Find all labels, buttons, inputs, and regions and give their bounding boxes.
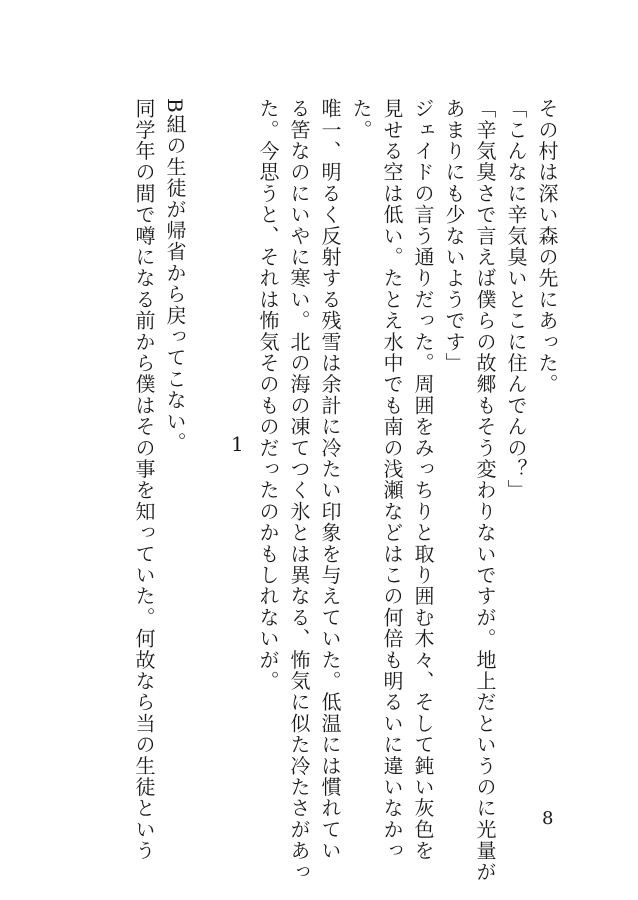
- text-line-10: た。今思うと、それは怖気そのものだったのかもしれないが。: [256, 98, 280, 692]
- text-line-11: B組の生徒が帰省から戻ってこない。: [163, 98, 187, 454]
- text-line-5: ジェイドの言う通りだった。周囲をみっちりと取り囲む木々、そして鈍い灰色を: [411, 98, 435, 862]
- text-line-3: 「辛気臭さで言えば僕らの故郷もそう変わりないですが。地上だというのに光量が: [473, 98, 497, 883]
- text-line-4: あまりにも少ないようです」: [442, 98, 466, 374]
- text-line-6: 見せる空は低い。たとえ水中でも南の浅瀬などはこの何倍も明るいに違いなかっ: [380, 98, 404, 862]
- text-line-2: 「こんなに辛気臭いとこに住んでんの？」: [504, 98, 528, 501]
- text-line-1: その村は深い森の先にあった。: [535, 98, 559, 395]
- text-line-7: た。: [349, 98, 373, 141]
- section-gap: [190, 98, 221, 818]
- vertical-text-block: [128, 98, 562, 883]
- text-line-8: 唯一、明るく反射する残雪は余計に冷たい印象を与えていた。低温には慣れてい: [318, 98, 342, 862]
- page-number: 8: [542, 808, 554, 829]
- section-number: 1: [231, 432, 244, 456]
- section-gap: [221, 98, 252, 818]
- text-line-12: 同学年の間で噂になる前から僕はその事を知っていた。何故なら当の生徒という: [132, 98, 156, 862]
- text-line-9: る筈なのにいやに寒い。北の海の凍てつく氷とは異なる、怖気に似た冷たさがあっ: [287, 98, 311, 883]
